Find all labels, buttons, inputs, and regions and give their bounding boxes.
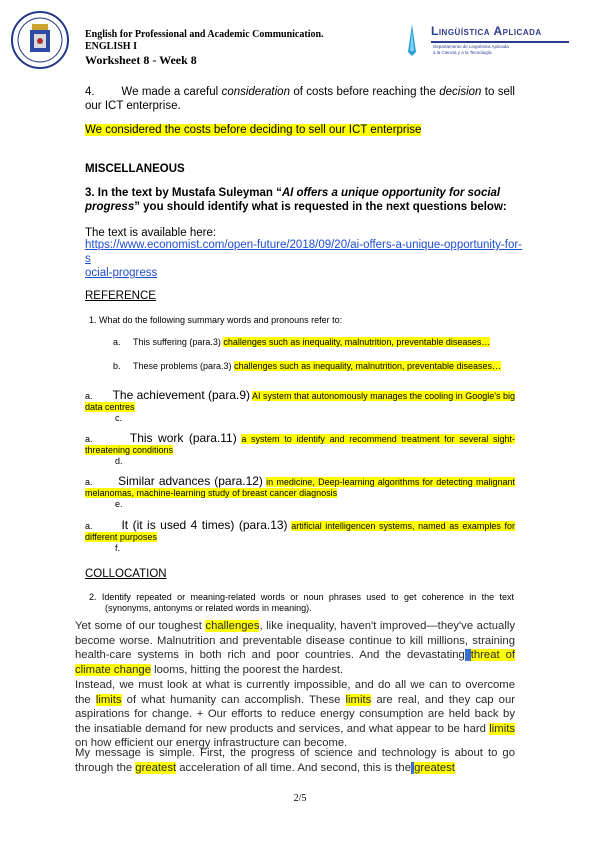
excerpt-paragraph-1: Yet some of our toughest challenges, like inequality, haven't improved—they've actually become worse. Malnutrition and preventable disease continue to kill millions, straining health-care systems in both rich and poor countries. And the devastating threat of climate change looms, hitting the poorest the hardest. [75,620,516,676]
ref-item-e: a. Similar advances (para.12) in medicine, Deep-learning algorithms for detecting malignant melanomas, machine-learning study of breast cancer diagnosis e. [85,474,515,509]
excerpt-paragraph-2: Instead, we must look at what is currently impossible, and do all we can to overcome the limits of what humanity can accomplish. These limits are real, and they cap our aspirations for change. + Our efforts to reduce energy consumption are held back by the insatiable demand for new products and services, and what appear to be hard limits on how efficient our energy infrastructure can become. [75,679,515,750]
q3-instruction: 3. In the text by Mustafa Suleyman “AI offers a unique opportunity for social progress” you should identify what is requested in the next questions below: [85,187,507,213]
article-link[interactable]: https://www.economist.com/open-future/2018/09/20/ai-offers-a-unique-opportunity-for-s ocial-progress [85,239,523,279]
page-number: 2/5 [293,793,307,804]
university-seal-logo [10,10,70,70]
ref-item-d: a. This work (para.11) a system to identify and recommend treatment for several sight-threatening conditions d. [85,431,515,466]
q1-instruction: 1. What do the following summary words and pronouns refer to: [89,315,343,325]
reference-heading: REFERENCE [85,290,156,302]
course-title: English for Professional and Academic Communication. [85,29,324,40]
ref-item-b: b. These problems (para.3) challenges such as inequality, malnutrition, preventable diseases… [113,361,502,371]
collocation-heading: COLLOCATION [85,568,167,580]
department-logo-sub2: a la Ciencia y a la Tecnología [433,50,492,55]
department-logo [405,22,575,62]
q2-instruction: 2. Identify repeated or meaning-related words or noun phrases used to get coherence in the text (synonyms, antonyms or related words in meaning). [89,592,514,613]
text-available-label: The text is available here: [85,227,217,239]
ref-item-c: a. The achievement (para.9) AI system that autonomously manages the cooling in Google's big data centres c. [85,388,515,423]
excerpt-paragraph-3: My message is simple. First, the progress of science and technology is about to go through the greatest acceleration of all time. And second, this is the greatest [75,747,515,774]
ref-item-a: a. This suffering (para.3) challenges such as inequality, malnutrition, preventable diseases… [113,337,491,347]
course-level: ENGLISH I [85,41,137,52]
misc-heading: MISCELLANEOUS [85,163,185,175]
ref-item-f: a. It (it is used 4 times) (para.13) artificial intelligencen systems, named as examples for different purposes f. [85,518,515,553]
item4-answer: We considered the costs before deciding to sell our ICT enterprise [85,124,422,136]
department-logo-sub1: Departamento de Lingüística Aplicada [433,44,509,49]
worksheet-title: Worksheet 8 - Week 8 [85,53,197,67]
department-logo-title: Lingüística Aplicada [431,24,542,38]
item4-question: 4. We made a careful consideration of costs before reaching the decision to sell our ICT enterprise. [85,86,515,112]
